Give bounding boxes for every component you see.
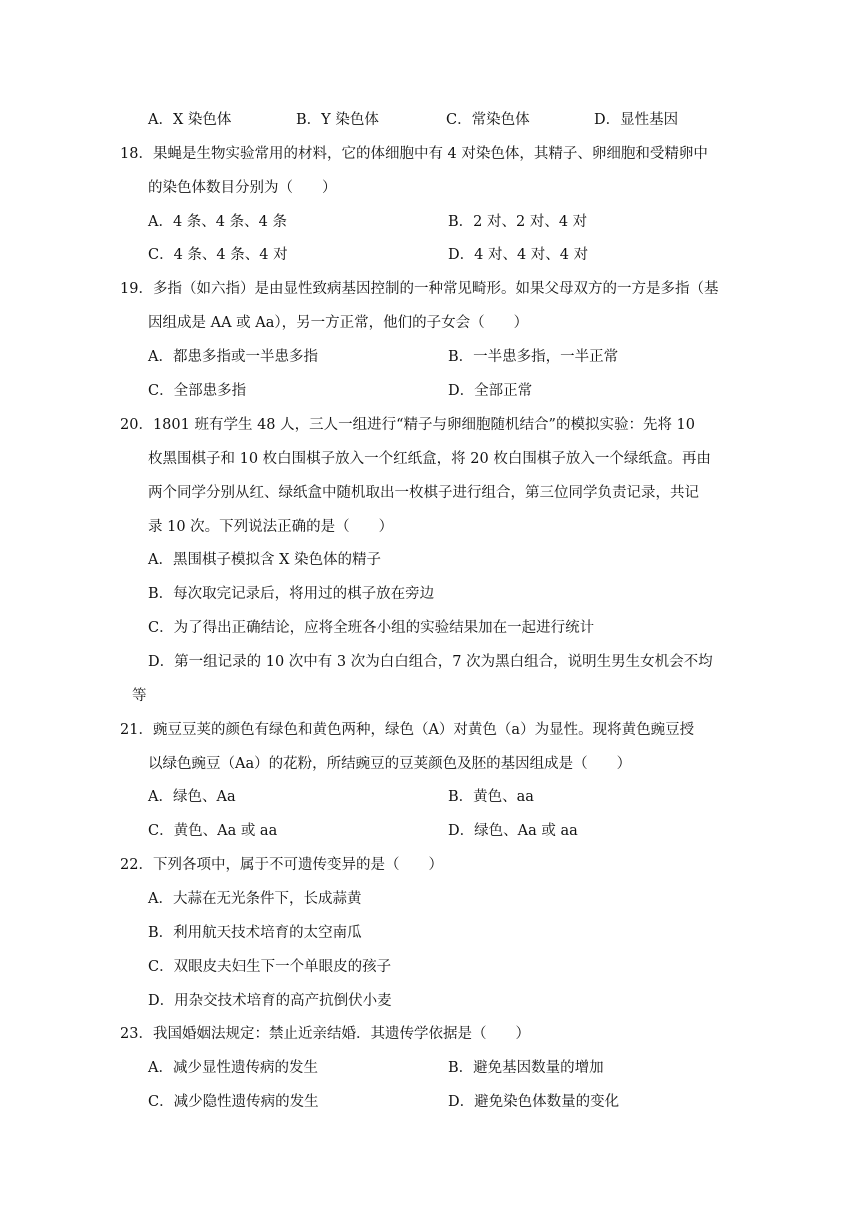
q21-options-row2 xyxy=(148,824,728,844)
q17-option-b: B．Y 染色体 xyxy=(296,112,379,128)
q19-options-row1 xyxy=(148,350,728,370)
q23-option-a: A．减少显性遗传病的发生 xyxy=(148,1060,318,1076)
q22-option-c: C．双眼皮夫妇生下一个单眼皮的孩子 xyxy=(148,959,392,975)
q19-option-a: A．都患多指或一半患多指 xyxy=(148,349,318,365)
q20-option-d-line2: 等 xyxy=(132,688,147,704)
q19-options-row2 xyxy=(148,384,728,404)
q21-option-b: B．黄色、aa xyxy=(448,789,534,805)
q18-options-row1 xyxy=(148,215,728,235)
q21-option-d: D．绿色、Aa 或 aa xyxy=(448,823,578,839)
q23-option-b: B．避免基因数量的增加 xyxy=(448,1060,604,1076)
q21-stem-line1: 21．豌豆豆荚的颜色有绿色和黄色两种，绿色（A）对黄色（a）为显性。现将黄色豌豆授 xyxy=(120,722,695,738)
q20-stem-line2: 枚黑围棋子和 10 枚白围棋子放入一个红纸盒，将 20 枚白围棋子放入一个绿纸盒。再由 xyxy=(148,451,711,467)
q18-option-c: C．4 条、4 条、4 对 xyxy=(148,247,288,263)
q18-stem-line1: 18．果蝇是生物实验常用的材料，它的体细胞中有 4 对染色体，其精子、卵细胞和受精卵中 xyxy=(120,146,708,162)
q20-stem-line3: 两个同学分别从红、绿纸盒中随机取出一枚棋子进行组合，第三位同学负责记录，共记 xyxy=(148,485,699,501)
q17-option-d: D．显性基因 xyxy=(594,112,679,128)
q22-option-a: A．大蒜在无光条件下，长成蒜黄 xyxy=(148,891,362,907)
q23-options-row2 xyxy=(148,1095,728,1115)
q17-option-a: A．X 染色体 xyxy=(148,112,232,128)
q20-option-b: B．每次取完记录后，将用过的棋子放在旁边 xyxy=(148,586,435,602)
q21-option-c: C．黄色、Aa 或 aa xyxy=(148,823,278,839)
q23-option-c: C．减少隐性遗传病的发生 xyxy=(148,1094,319,1110)
q22-stem: 22．下列各项中，属于不可遗传变异的是（ ） xyxy=(120,857,443,873)
q20-option-c: C．为了得出正确结论，应将全班各小组的实验结果加在一起进行统计 xyxy=(148,620,595,636)
q19-option-c: C．全部患多指 xyxy=(148,383,247,399)
q23-stem: 23．我国婚姻法规定：禁止近亲结婚．其遗传学依据是（ ） xyxy=(120,1026,530,1042)
q18-options-row2 xyxy=(148,248,728,268)
q20-option-a: A．黑围棋子模拟含 X 染色体的精子 xyxy=(148,552,382,568)
q21-option-a: A．绿色、Aa xyxy=(148,789,236,805)
q19-stem-line2: 因组成是 AA 或 Aa），另一方正常，他们的子女会（ ） xyxy=(148,315,529,331)
q23-option-d: D．避免染色体数量的变化 xyxy=(448,1094,620,1110)
q18-stem-line2: 的染色体数目分别为（ ） xyxy=(148,180,337,196)
q19-option-b: B．一半患多指，一半正常 xyxy=(448,349,619,365)
q20-stem-line1: 20．1801 班有学生 48 人，三人一组进行“精子与卵细胞随机结合”的模拟实验：先将 10 xyxy=(120,417,696,433)
q20-stem-line4: 录 10 次。下列说法正确的是（ ） xyxy=(148,519,394,535)
q18-option-a: A．4 条、4 条、4 条 xyxy=(148,214,287,230)
q23-options-row1 xyxy=(148,1061,728,1081)
q19-stem-line1: 19．多指（如六指）是由显性致病基因控制的一种常见畸形。如果父母双方的一方是多指（基 xyxy=(120,281,719,297)
q21-stem-line2: 以绿色豌豆（Aa）的花粉，所结豌豆的豆荚颜色及胚的基因组成是（ ） xyxy=(148,756,632,772)
q20-option-d-line1: D．第一组记录的 10 次中有 3 次为白白组合，7 次为黑白组合，说明生男生女机会不均 xyxy=(148,654,713,670)
q17-options xyxy=(148,113,708,133)
q17-option-c: C．常染色体 xyxy=(446,112,530,128)
q22-option-b: B．利用航天技术培育的太空南瓜 xyxy=(148,925,362,941)
q21-options-row1 xyxy=(148,790,728,810)
q18-option-b: B．2 对、2 对、4 对 xyxy=(448,214,588,230)
q22-option-d: D．用杂交技术培育的高产抗倒伏小麦 xyxy=(148,993,392,1009)
q19-option-d: D．全部正常 xyxy=(448,383,533,399)
q18-option-d: D．4 对、4 对、4 对 xyxy=(448,247,589,263)
